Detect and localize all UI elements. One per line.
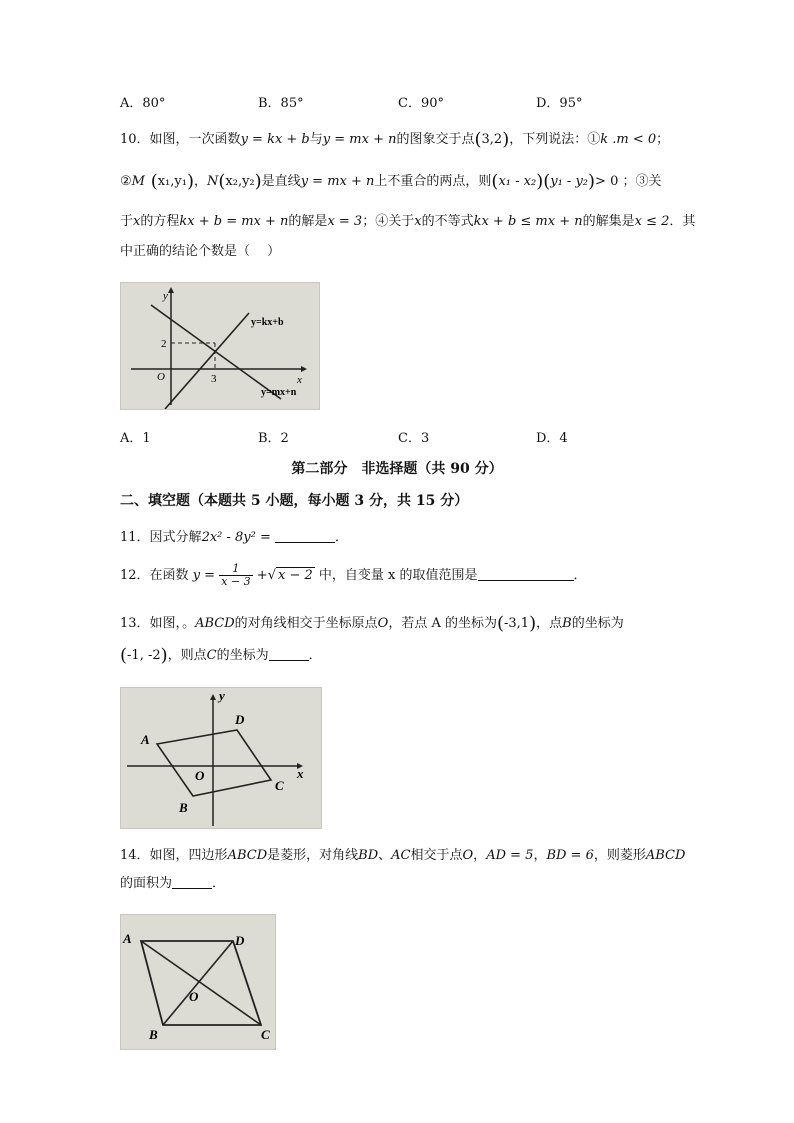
paren: )( — [536, 171, 551, 192]
q10-inequality: kx + b ≤ mx + n — [473, 214, 583, 229]
q11 — [120, 528, 348, 548]
q12-text: 中，自变量 x 的取值范围是 — [318, 568, 478, 583]
paren: ( — [491, 171, 499, 192]
q10-option-b[interactable]: B．2 — [258, 431, 289, 446]
q9-options — [120, 92, 680, 112]
part2-heading: 第二部分 非选择题（共 90 分） — [291, 461, 503, 477]
q10-claim1: k .m < 0 — [600, 132, 657, 147]
paren: ) — [160, 645, 168, 666]
sqrt-icon: √ — [267, 568, 276, 583]
q10-text: ② — [120, 174, 132, 189]
q13-text: 如图， — [149, 616, 183, 631]
q14-text: 的面积为 — [120, 876, 173, 891]
q14-text: ， — [473, 848, 487, 863]
q13-text: ，若点 A 的坐标为 — [388, 616, 497, 631]
label-line-mx-n: y=mx+n — [261, 387, 297, 398]
q10-solution: x = 3 — [327, 214, 363, 229]
q12-numerator: 1 — [219, 563, 252, 576]
q10-text: 上不重合的两点，则 — [374, 174, 492, 189]
label-o: O — [195, 768, 205, 783]
q14-end: ． — [212, 876, 226, 891]
q10-text: 如图，一次函数 — [149, 132, 241, 147]
label-y: y — [219, 688, 225, 703]
label-origin: O — [157, 371, 165, 383]
q14-diagonal-bd: BD — [358, 848, 379, 863]
q14-line-1 — [120, 846, 685, 866]
paren: ) — [588, 171, 596, 192]
label-y: y — [163, 290, 168, 302]
label-2: 2 — [161, 338, 167, 350]
q10-text: 与 — [309, 132, 323, 147]
paren: ) — [254, 171, 262, 192]
q13-text: 的坐标为 — [571, 616, 624, 631]
y-axis-arrow — [168, 287, 174, 293]
q13-text: 的对角线相交于坐标原点 — [234, 616, 378, 631]
q14-bd-length: BD = 6 — [546, 848, 594, 863]
q10-text: ， — [193, 174, 207, 189]
paren: ( — [120, 645, 128, 666]
q10-var: x — [133, 214, 141, 229]
q14-text: 、 — [378, 848, 392, 863]
q13-line-1 — [120, 614, 624, 634]
q12-number: 12． — [120, 568, 150, 583]
q14-graph — [121, 915, 275, 1049]
q12-plus: + — [256, 568, 268, 583]
label-d: D — [235, 933, 245, 948]
q13-text: ，点 — [536, 616, 563, 631]
paren: ) — [529, 613, 537, 634]
q14-text: ， — [533, 848, 547, 863]
label-3: 3 — [211, 373, 217, 385]
label-b: B — [149, 1027, 158, 1042]
q14-text: ，则菱形 — [593, 848, 646, 863]
q14-diagonal-ac: AC — [391, 848, 411, 863]
q11-end: ． — [335, 530, 349, 545]
q10-option-d[interactable]: D．4 — [536, 431, 568, 446]
q10-text: 的解是 — [288, 214, 328, 229]
q13-text: 。 — [182, 616, 196, 631]
q13-answer-blank[interactable] — [269, 647, 309, 661]
q14-text: 如图，四边形 — [149, 848, 228, 863]
q10-text: > 0 ；③关 — [595, 174, 662, 189]
q14-figure — [120, 914, 276, 1050]
label-c: C — [261, 1027, 270, 1042]
q10-graph — [121, 283, 319, 409]
q9-option-a[interactable]: A．80° — [120, 96, 166, 111]
q10-option-a[interactable]: A．1 — [120, 431, 151, 446]
q10-eq2-again: y = mx + n — [300, 174, 375, 189]
q10-text: 于 — [120, 214, 134, 229]
q10-number: 10． — [120, 132, 150, 147]
q11-answer-blank[interactable] — [275, 529, 335, 543]
q14-answer-blank[interactable] — [172, 875, 212, 889]
q14-rhombus: ABCD — [227, 848, 268, 863]
q13-point-a: -3,1 — [504, 616, 530, 631]
q10-text: ；④关于 — [362, 214, 415, 229]
label-d: D — [235, 712, 245, 727]
q13-end: ． — [308, 648, 322, 663]
parallelogram-abcd — [157, 730, 271, 796]
q9-option-d[interactable]: D．95° — [536, 96, 583, 111]
q12-fraction — [219, 563, 252, 588]
q12-answer-blank[interactable] — [478, 567, 574, 581]
y-axis-arrow — [210, 694, 216, 700]
paren: ( — [496, 613, 505, 634]
q10-line-3 — [120, 212, 695, 232]
q10-point: 3,2 — [481, 132, 503, 147]
q10-point-n: N — [207, 174, 219, 189]
q12 — [120, 562, 587, 590]
q10-solution-set: x ≤ 2 — [634, 214, 670, 229]
q10-option-c[interactable]: C．3 — [398, 431, 430, 446]
q9-option-b[interactable]: B．85° — [258, 96, 304, 111]
q13-parallelogram: ABCD — [195, 616, 235, 631]
q13-line-2 — [120, 646, 322, 666]
paren: ) — [502, 129, 510, 150]
q12-end: ． — [573, 568, 587, 583]
q9-option-c[interactable]: C．90° — [398, 96, 444, 111]
q13-number: 13． — [120, 616, 150, 631]
q10-figure — [120, 282, 320, 410]
q10-eq1: y = kx + b — [240, 132, 310, 147]
q10-options — [120, 427, 680, 447]
q13-figure — [120, 687, 322, 829]
q10-n-coords: x₂,y₂ — [225, 174, 255, 189]
paren: ) — [186, 171, 194, 192]
q12-radicand: x − 2 — [277, 568, 313, 583]
q13-text: 的坐标为 — [216, 648, 269, 663]
q10-text: ．其 — [669, 214, 696, 229]
q13-point-b: -1, -2 — [127, 648, 161, 663]
q14-point-o: O — [462, 848, 474, 863]
q10-line-1 — [120, 130, 669, 150]
q13-point-c-label: C — [206, 648, 217, 663]
q10-equation: kx + b = mx + n — [179, 214, 289, 229]
q10-line-2 — [120, 172, 661, 192]
label-o: O — [189, 989, 199, 1004]
q14-line-2 — [120, 874, 225, 894]
q14-text: 是菱形，对角线 — [267, 848, 359, 863]
label-x: x — [297, 766, 304, 781]
section2-heading: 二、填空题（本题共 5 小题，每小题 3 分，共 15 分） — [120, 493, 469, 509]
x-axis-arrow — [301, 366, 307, 372]
q10-text: ； — [656, 132, 670, 147]
q14-number: 14． — [120, 848, 150, 863]
q10-var: x — [414, 214, 422, 229]
q13-origin: O — [377, 616, 389, 631]
q10-m-coords: x₁,y₁ — [157, 174, 187, 189]
line-kx-b — [165, 313, 249, 409]
q14-text: 相交于点 — [410, 848, 463, 863]
q12-denominator: x − 3 — [221, 575, 251, 588]
q11-text: 因式分解 — [149, 530, 202, 545]
label-x: x — [297, 374, 302, 386]
q10-eq2: y = mx + n — [322, 132, 397, 147]
q10-text: 是直线 — [261, 174, 301, 189]
paren: ( — [474, 129, 482, 150]
label-line-kx-b: y=kx+b — [251, 317, 284, 328]
q13-point-b-label: B — [562, 616, 572, 631]
q13-text: ，则点 — [167, 648, 207, 663]
paren: ( — [218, 171, 226, 192]
q10-text: 的不等式 — [421, 214, 474, 229]
diagonal-bd — [163, 941, 233, 1025]
q10-text: ，下列说法：① — [509, 132, 601, 147]
q10-text: 的解集是 — [582, 214, 635, 229]
q10-line-4: 中正确的结论个数是（ ） — [120, 244, 281, 259]
q10-text: 的方程 — [140, 214, 180, 229]
label-a: A — [123, 931, 132, 946]
label-c: C — [275, 778, 284, 793]
q11-expression: 2x² - 8y² = — [201, 530, 271, 545]
q10-text: 的图象交于点 — [396, 132, 475, 147]
paren: ( — [144, 171, 158, 192]
q14-ad-length: AD = 5 — [486, 848, 534, 863]
q12-y: y = — [192, 568, 216, 583]
label-a: A — [141, 732, 150, 747]
q12-text: 在函数 — [149, 568, 189, 583]
label-b: B — [179, 800, 188, 815]
q11-number: 11． — [120, 530, 150, 545]
q14-rhombus: ABCD — [645, 848, 686, 863]
q10-diff-x: x₁ - x₂ — [498, 174, 537, 189]
q13-graph — [121, 688, 321, 828]
q10-diff-y: y₁ - y₂ — [550, 174, 589, 189]
q10-point-m: M — [131, 174, 145, 189]
